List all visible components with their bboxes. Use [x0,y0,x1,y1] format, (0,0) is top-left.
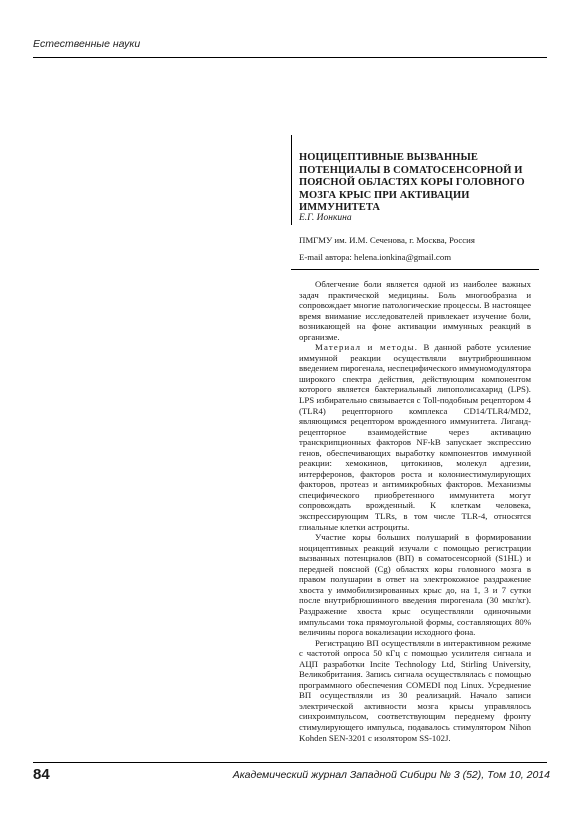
running-header-section: Естественные науки [33,38,141,50]
body-paragraph [299,342,531,532]
title-block-underline [291,269,539,270]
title-vertical-rule [291,135,292,225]
journal-citation: Академический журнал Западной Сибири № 3 (52), Том 10, 2014 [232,769,550,781]
title-line: ИММУНИТЕТА [299,202,381,214]
title-line: ПОТЕНЦИАЛЫ В СОМАТОСЕНСОРНОЙ И [299,164,523,176]
paragraph-text: В данной работе усиление иммунной реакции осуществляли внутрибрюшинном введением пирогенала, неспецифического иммуномодулятора широкого спектра действия, действующим компонентом которого является бактериальный липополисахарид (LPS). LPS избирательно связывается с Toll-подобным рецептором 4 (TLR4) рецепторного комплекса CD14/TLR4/MD2, являющимся рецептором врожденного иммунитета. Лиганд-рецепторное взаимодействие через активацию транскрипционных факторов NF-kB запускает экспрессию генов, обеспечивающих выработку компонентов иммунной реакции: хемокинов, цитокинов, молекул адгезии, интерферонов, факторов роста и колониестимулирующих факторов, протеаз и антимикробных факторов. Механизмы специфического приобретенного иммунитета могут сопровождать врожденный. К клеткам человека, экспрессирующим TLRs, в том числе TLR-4, относятся глиальные клетки астроциты. [299,342,531,532]
header-divider [33,57,547,58]
body-paragraph: Регистрацию ВП осуществляли в интерактивном режиме с частотой опроса 50 кГц с помощью усилителя сигнала и АЦП разработки Incite Technology Ltd, Stirling University, Великобритания. Запись сигнала осуществлялась с помощью программного обеспечения COMEDI под Linux. Усреднение ВП осуществляли из 30 реализаций. Начало записи электрической активности мозга крысы управлялось синхроимпульсом, соответствующим переднему фронту стимулирующего импульса, подавалось стимулятором Nihon Kohden SEN-3201 с изолятором SS-102J. [299,637,531,743]
footer-divider [33,762,547,763]
article-body [299,279,531,743]
title-line: МОЗГА КРЫС ПРИ АКТИВАЦИИ [299,189,470,201]
article-affiliation: ПМГМУ им. И.М. Сеченова, г. Москва, Россия [299,235,475,245]
article-author: Е.Г. Ионкина [299,213,352,223]
body-paragraph: Облегчение боли является одной из наиболее важных задач практической медицины. Боль многообразна и сопровождает многие патологические процессы. В настоящее время внимание исследователей привлекает изучение боли, возникающей на фоне активации иммунных реакций в организме. [299,279,531,342]
article-title [299,152,529,215]
title-line: ПОЯСНОЙ ОБЛАСТЯХ КОРЫ ГОЛОВНОГО [299,177,525,189]
page-number: 84 [33,766,50,783]
section-heading-methods: Материал и методы. [315,342,419,353]
body-paragraph: Участие коры больших полушарий в формировании ноцицептивных реакций изучали с помощью регистрации вызванных потенциалов (ВП) в соматосенсорной (S1HL) и передней поясной (Cg) областях коры головного мозга в правом полушарии в ответ на электрокожное раздражение хвоста у иммобилизированных крыс до, на 1, 3 и 7 сутки после внутрибрюшинного введения пирогенала (30 мкг/кг). Раздражение хвоста крыс осуществляли одиночными импульсами тока прямоугольной формы, составляющих 80% величины порога вокализации исходного фона. [299,532,531,638]
title-line: НОЦИЦЕПТИВНЫЕ ВЫЗВАННЫЕ [299,152,479,163]
author-email: E-mail автора: helena.ionkina@gmail.com [299,252,452,262]
